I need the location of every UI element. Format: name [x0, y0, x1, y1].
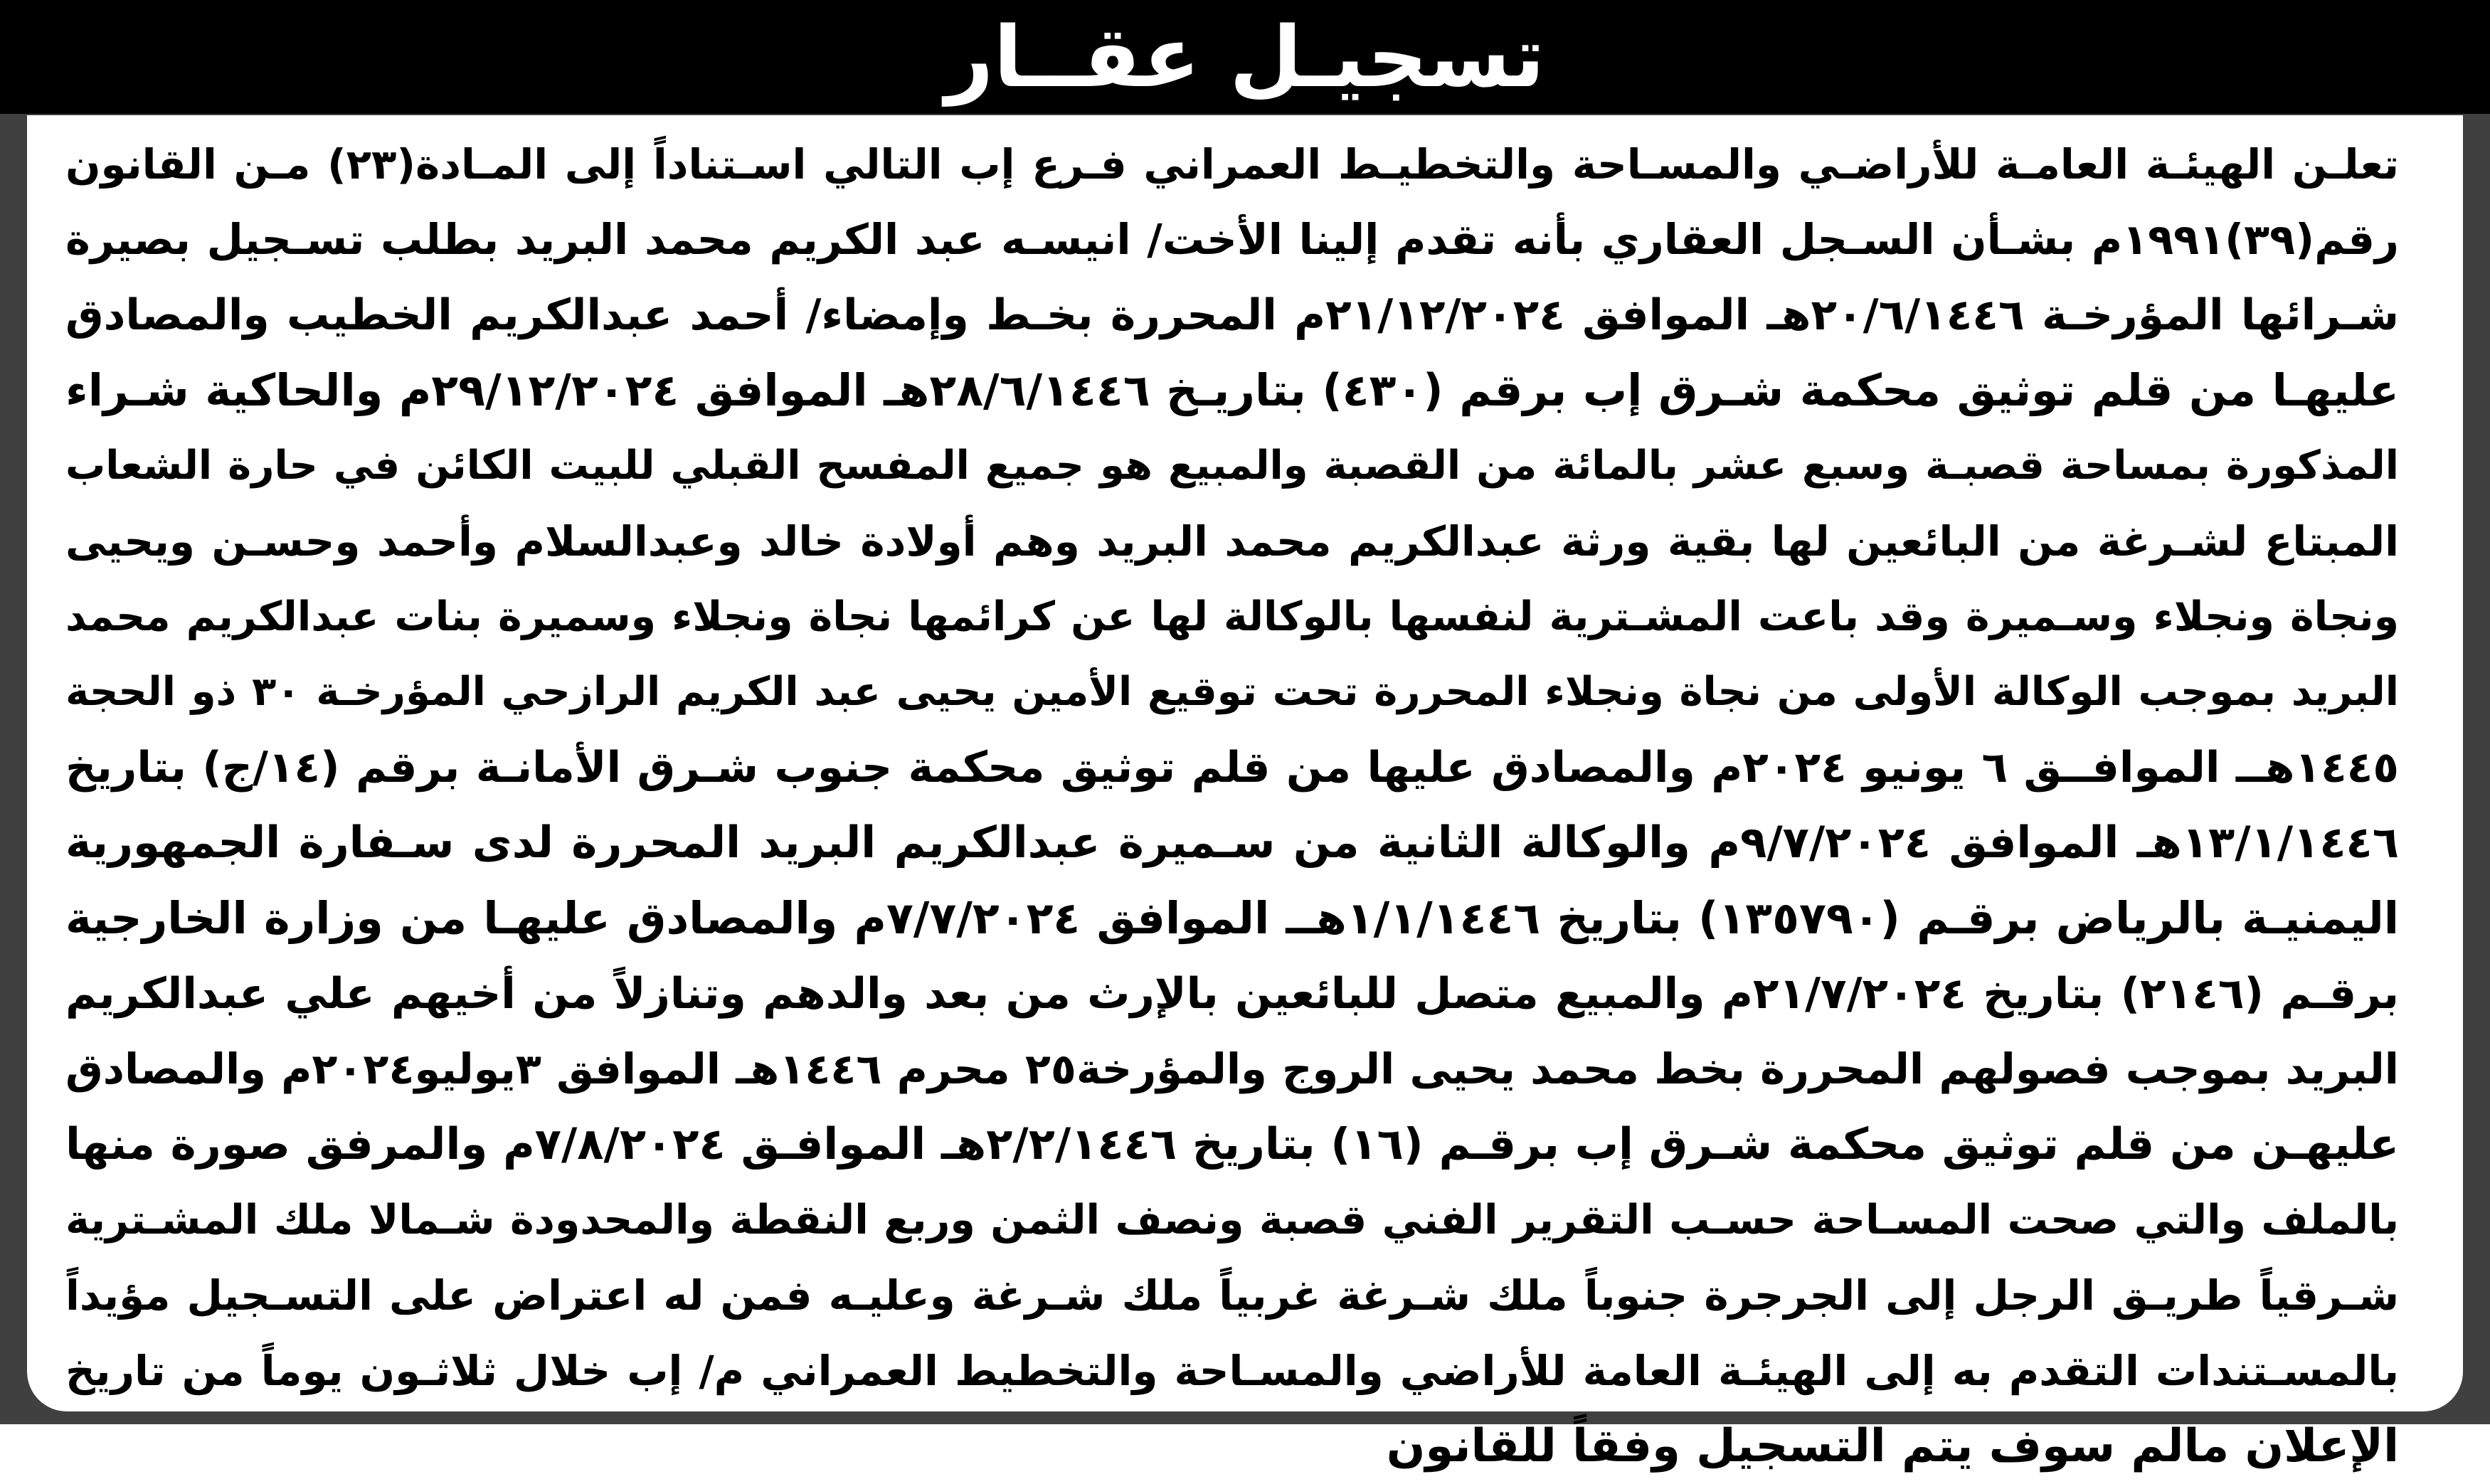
notice-header [0, 0, 2490, 114]
notice-line: تعلـن الهيئـة العامـة للأراضـي والمسـاحة والتخطيـط العمراني فـرع إب التالي اسـتناداً إلى المـادة(٢٣) مـن القانون [65, 140, 2399, 189]
notice-line: المبتاع لشـرغة من البائعين لها بقية ورثة عبدالكريم محمد البريد وهم أولادة خالد وعبدالسلام وأحمد وحسـن ويحيى [65, 517, 2399, 566]
notice-line: ١٤٤٥هــ الموافــق ٦ يونيو ٢٠٢٤م والمصادق عليها من قلم توثيق محكمة جنوب شـرق الأمانـة برقم (١٤/ج) بتاريخ [65, 743, 2399, 793]
notice-title: تسجيـل عقــار [945, 8, 1545, 106]
notice-line: عليهـن من قلم توثيق محكمة شـرق إب برقـم (١٦) بتاريخ ٢/٢/١٤٤٦هـ الموافـق ٧/٨/٢٠٢٤م والمرفق صورة منها [65, 1119, 2399, 1170]
notice-line: شـرائها المؤرخـة ٢٠/٦/١٤٤٦هـ الموافق ٢١/١٢/٢٠٢٤م المحررة بخـط وإمضاء/ أحمد عبدالكريم الخطيب والمصادق [65, 290, 2399, 340]
notice-line: عليهـا من قلم توثيق محكمة شـرق إب برقم (٤٣٠) بتاريـخ ٢٨/٦/١٤٤٦هـ الموافق ٢٩/١٢/٢٠٢٤م والحاكية شـراء [65, 364, 2399, 416]
notice-line: البريد بموجب الوكالة الأولى من نجاة ونجلاء المحررة تحت توقيع الأمين يحيى عبد الكريم الرازحي المؤرخـة ٣٠ ذو الحجة [65, 669, 2399, 715]
notice-line: رقم(٣٩)١٩٩١م بشـأن السـجل العقاري بأنه تقدم إلينا الأخت/ انيسـه عبد الكريم محمد البريد بطلب تسـجيل بصيرة [65, 215, 2399, 264]
notice-line: برقـم (٢١٤٦) بتاريخ ٢١/٧/٢٠٢٤م والمبيع متصل للبائعين بالإرث من بعد والدهم وتنازلاً من أخيهم علي عبدالكريم [65, 969, 2399, 1019]
notice-line: اليمنيـة بالرياض برقـم (١٣٥٧٩٠) بتاريخ ١/١/١٤٤٦هــ الموافق ٧/٧/٢٠٢٤م والمصادق عليهـا من وزارة الخارجية [65, 892, 2399, 944]
notice-line: البريد بموجب فصولهم المحررة بخط محمد يحيى الروج والمؤرخة٢٥ محرم ١٤٤٦هـ الموافق ٣يوليو٢٠٢٤م والمصادق [65, 1044, 2399, 1093]
notice-line: بالملف والتي صحت المسـاحة حسـب التقرير الفني قصبة ونصف الثمن وربع النقطة والمحدودة شـمالا ملك المشـترية [65, 1197, 2399, 1244]
notice-body-panel [27, 115, 2463, 1473]
notice-line-last: الإعلان مالم سوف يتم التسجيل وفقاً للقانون [1386, 1420, 2399, 1473]
notice-line: ١٣/١/١٤٤٦هـ الموافق ٩/٧/٢٠٢٤م والوكالة الثانية من سـميرة عبدالكريم البريد المحررة لدى سـفارة الجمهورية [65, 817, 2399, 868]
notice-line: شـرقياً طريـق الرجل إلى الجرجرة جنوباً ملك شـرغة غربياً ملك شـرغة وعليـه فمن له اعتراض على التسـجيل مؤيداً [65, 1271, 2399, 1320]
notice-line: بالمسـتندات التقدم به إلى الهيئـة العامة للأراضي والمسـاحة والتخطيط العمراني م/ إب خلال ثلاثـون يوماً من تاريخ [65, 1347, 2399, 1395]
notice-line: ونجاة ونجلاء وسـميرة وقد باعت المشـترية لنفسها بالوكالة لها عن كرائمها نجاة ونجلاء وسميرة بنات عبدالكريم محمد [65, 593, 2399, 640]
notice-line: المذكورة بمساحة قصبـة وسبع عشر بالمائة من القصبة والمبيع هو جميع المفسح القبلي للبيت الكائن في حارة الشعاب [65, 442, 2399, 489]
notice-body-text [65, 127, 2399, 1484]
